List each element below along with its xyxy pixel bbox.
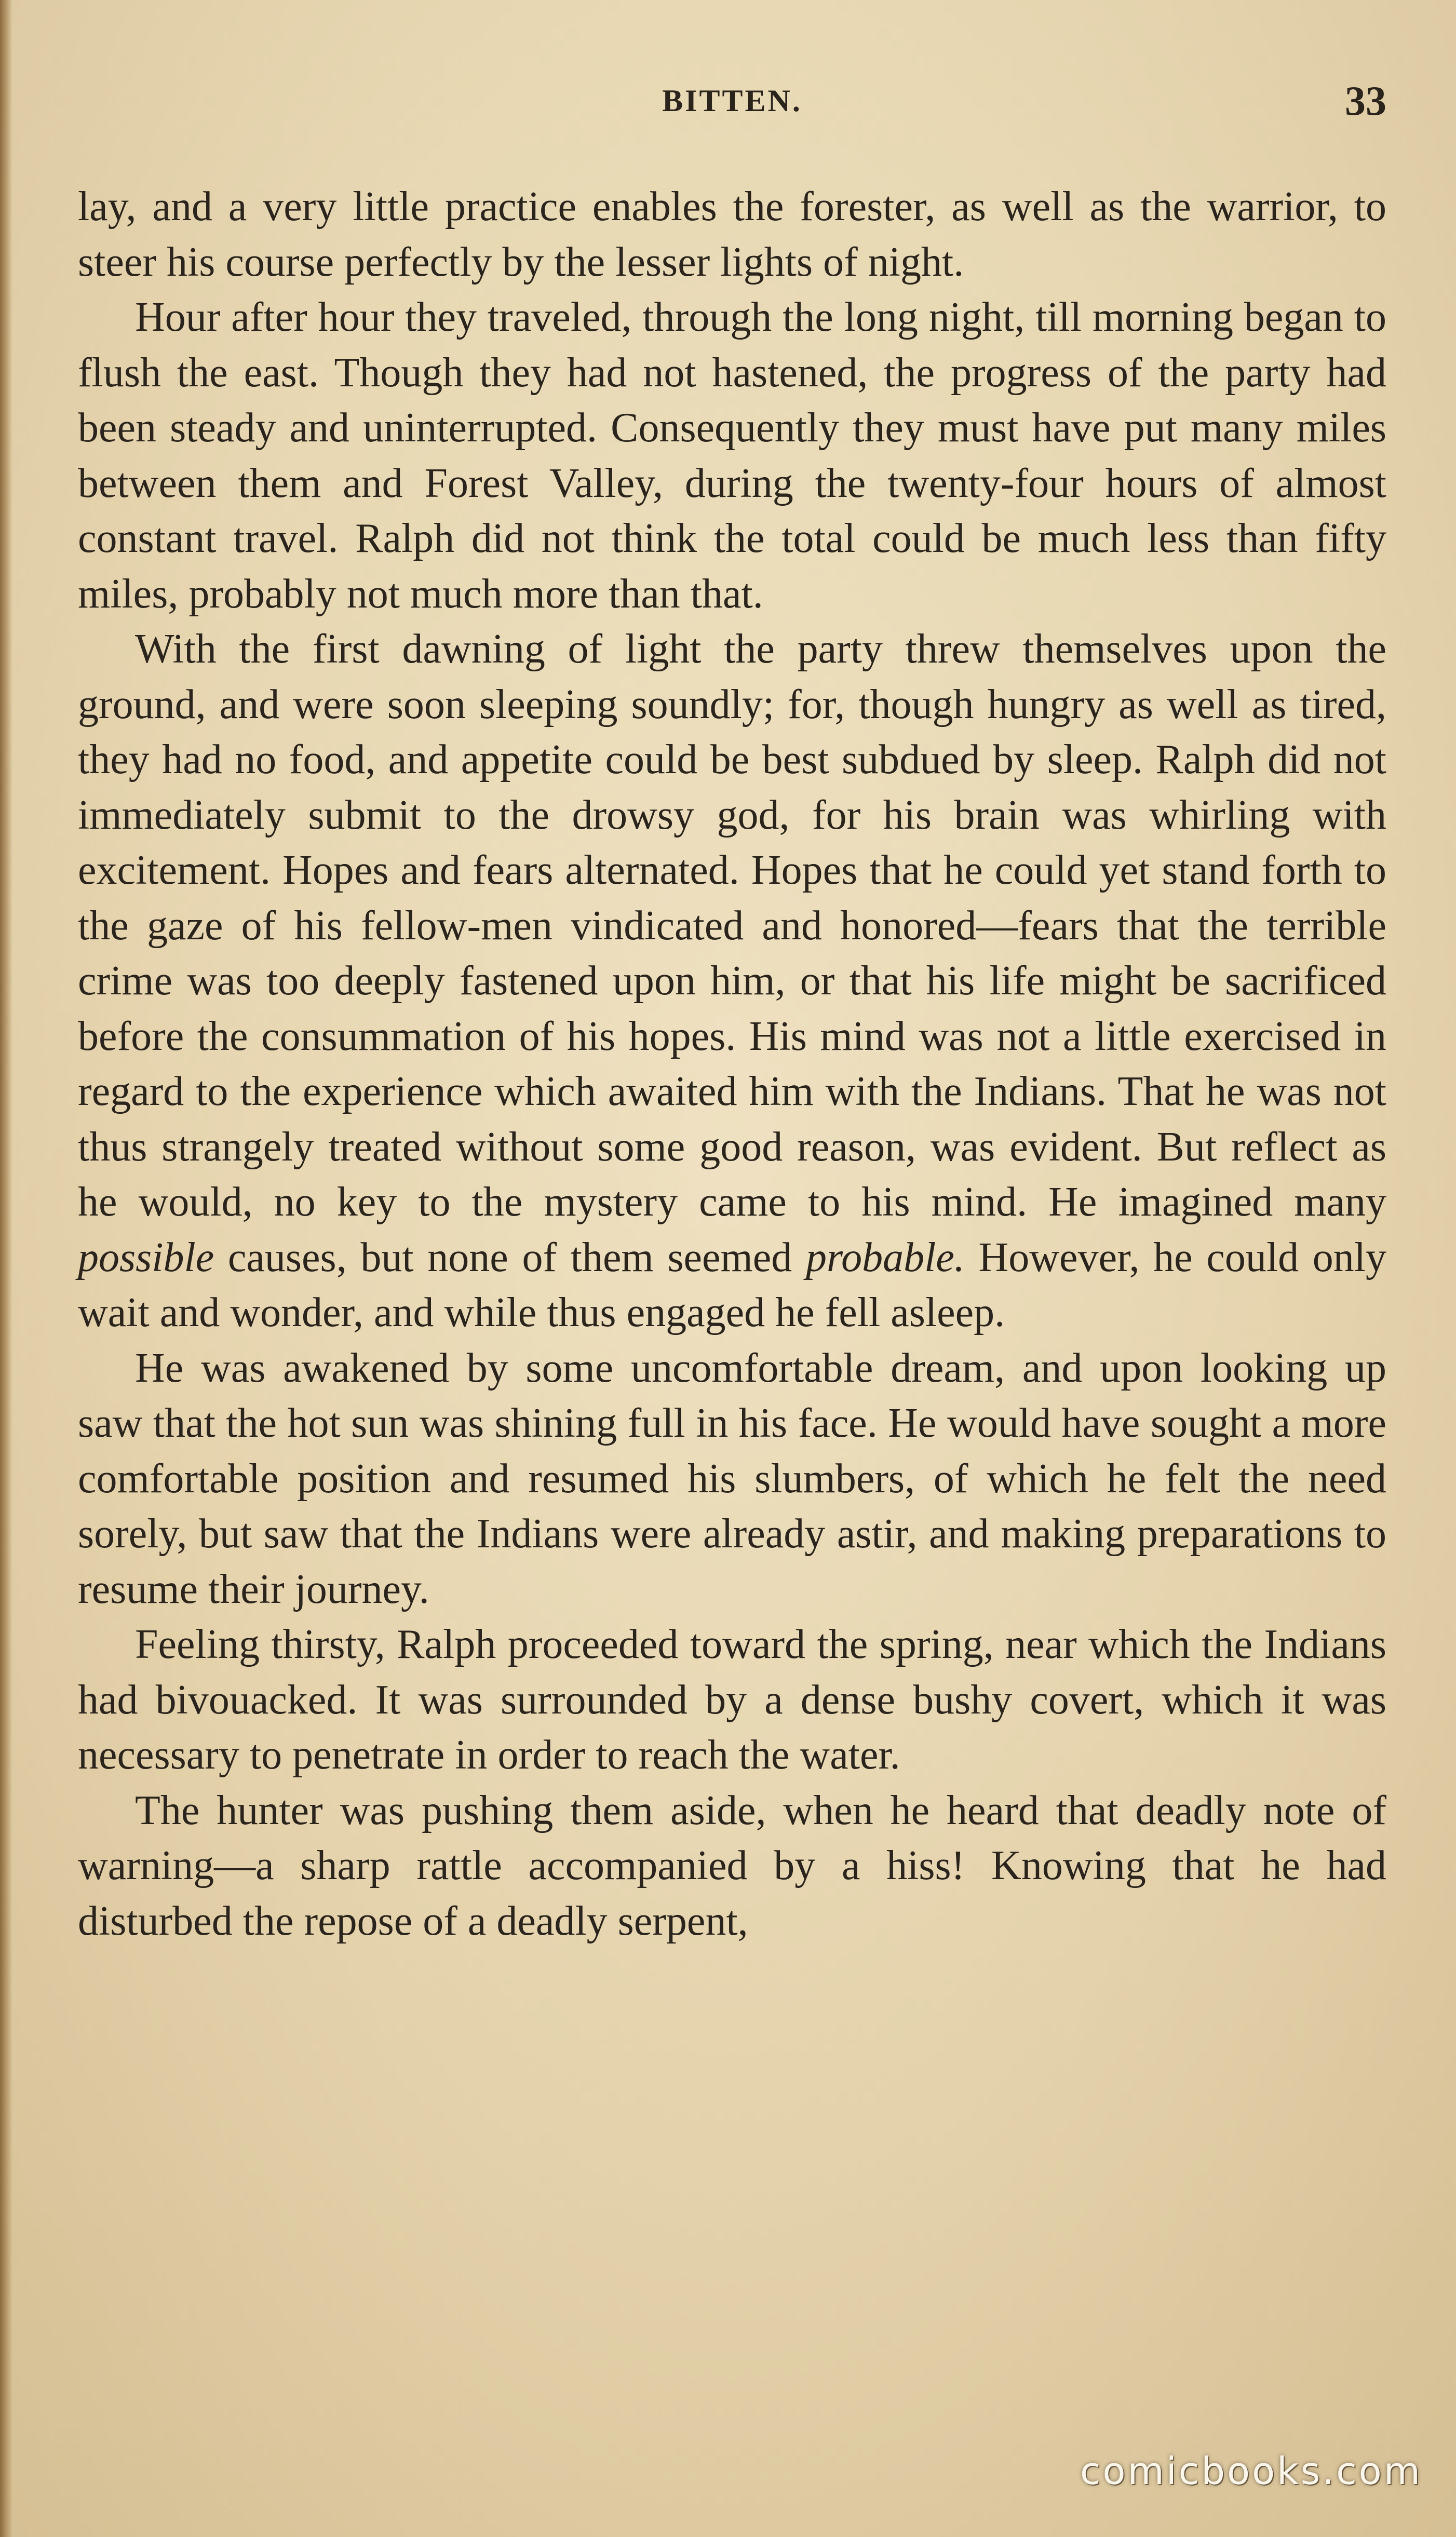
paragraph-2: Hour after hour they traveled, through the long night, till morning began to flush the east. Though they had not hastened, the progress of the party had been steady and uninterrupted. Consequently they must have put many miles between them and Forest Valley, during the twenty-four hours of almost constant travel. Ralph did not think the total could be much less than fifty miles, probably not much more than that. xyxy=(78,294,1386,617)
running-head: BITTEN. xyxy=(662,84,802,118)
page-gutter-edge xyxy=(0,0,12,2537)
italic-probable: probable. xyxy=(805,1234,965,1280)
page-number: 33 xyxy=(1345,78,1386,124)
italic-possible: possible xyxy=(78,1234,214,1280)
paragraph-3-part-b: causes, but none of them seemed xyxy=(214,1234,806,1280)
paragraph-3 xyxy=(78,622,1386,1341)
watermark: comicbooks.com xyxy=(1080,2449,1422,2493)
paragraph-6: The hunter was pushing them aside, when he heard that deadly note of warning—a sharp rattle accompanied by a hiss! Knowing that he had disturbed the repose of a deadly serpent, xyxy=(78,1787,1386,1944)
paragraph-4: He was awakened by some uncomfortable dream, and upon looking up saw that the hot sun was shining full in his face. He would have sought a more comfortable position and resumed his slumbers, of which he felt the need sorely, but saw that the Indians were already astir, and making preparations to resume their journey. xyxy=(78,1345,1386,1612)
paragraph-3-part-c: However, he could only wait and wonder, and while thus engaged he fell asleep. xyxy=(78,1234,1386,1335)
page-header xyxy=(78,78,1386,140)
body-text xyxy=(78,179,1386,1949)
paragraph-5: Feeling thirsty, Ralph proceeded toward the spring, near which the Indians had bivouacked. It was surrounded by a dense bushy covert, which it was necessary to penetrate in order to reach the water. xyxy=(78,1622,1386,1778)
paragraph-1: lay, and a very little practice enables the forester, as well as the warrior, to steer his course perfectly by the lesser lights of night. xyxy=(78,184,1386,285)
paragraph-3-part-a: With the first dawning of light the party threw themselves upon the ground, and were soon sleeping soundly; for, though hungry as well as tired, they had no food, and appetite could be best subdued by sleep. Ralph did not immediately submit to the drowsy god, for his brain was whirling with excitement. Hopes and fears alternated. Hopes that he could yet stand forth to the gaze of his fellow-men vindicated and honored—fears that the terrible crime was too deeply fastened upon him, or that his life might be sacrificed before the consummation of his hopes. His mind was not a little exercised in regard to the experience which awaited him with the Indians. That he was not thus strangely treated without some good reason, was evident. But reflect as he would, no key to the mystery came to his mind. He imagined many xyxy=(78,626,1386,1225)
